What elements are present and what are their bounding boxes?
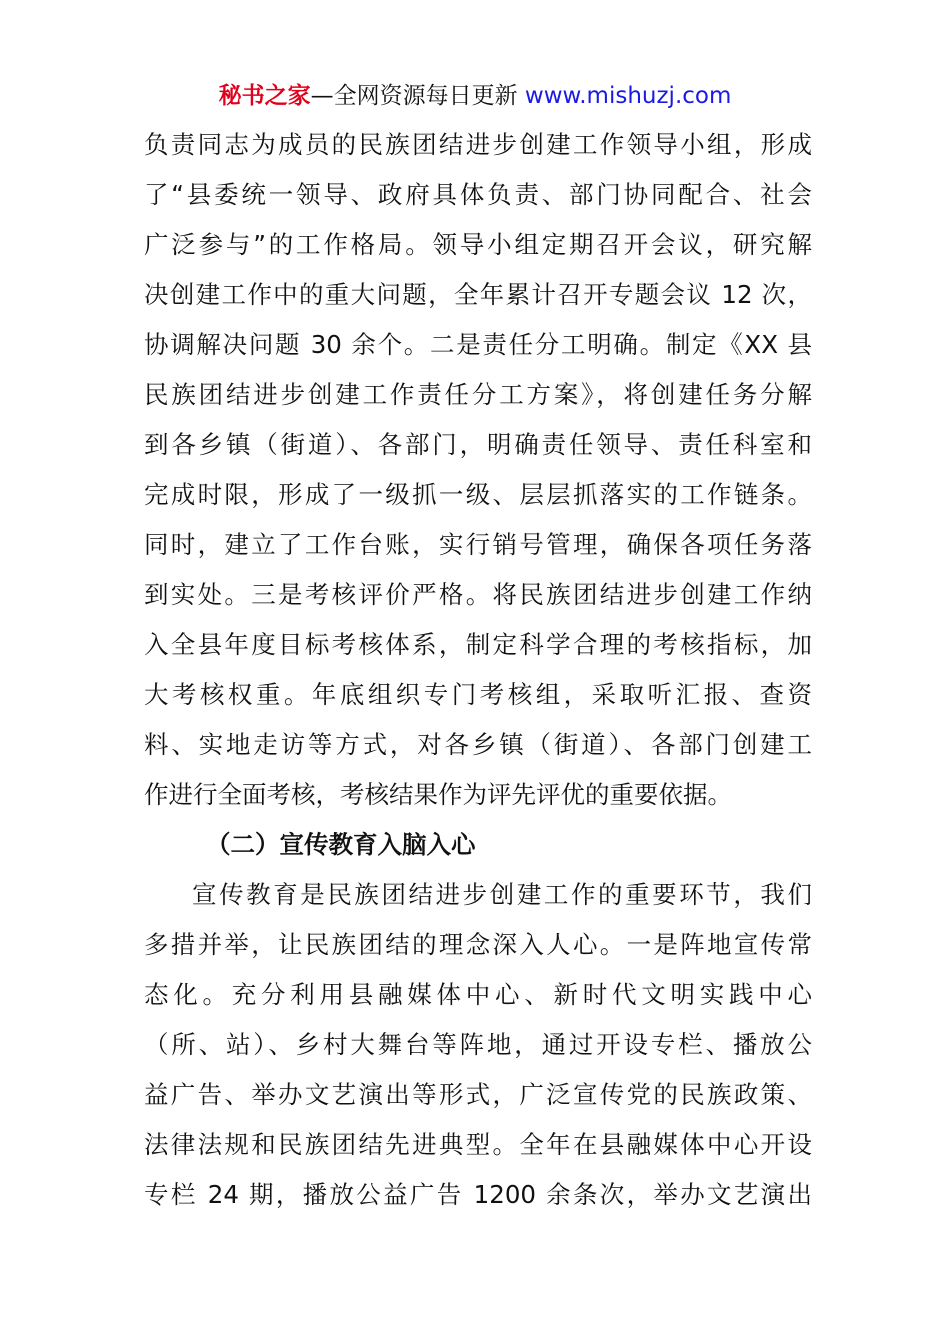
section-heading: （二）宣传教育入脑入心 [206, 830, 476, 859]
site-tagline: —全网资源每日更新 [310, 83, 518, 109]
text-line: 态化。充分利用县融媒体中心、新时代文明实践中心 [144, 980, 812, 1009]
text-line: 法律法规和民族团结先进典型。全年在县融媒体中心开设 [144, 1130, 812, 1159]
paragraph-first-line: 宣传教育是民族团结进步创建工作的重要环节，我们 [192, 880, 812, 909]
text-line: 专栏 24 期，播放公益广告 1200 余条次，举办文艺演出 [144, 1180, 812, 1209]
text-line: 入全县年度目标考核体系，制定科学合理的考核指标，加 [144, 630, 812, 659]
page-header [0, 80, 950, 112]
text-line: （所、站）、乡村大舞台等阵地，通过开设专栏、播放公 [144, 1030, 812, 1059]
text-line: 决创建工作中的重大问题，全年累计召开专题会议 12 次， [144, 280, 812, 309]
text-line: 到实处。三是考核评价严格。将民族团结进步创建工作纳 [144, 580, 812, 609]
text-line: 大考核权重。年底组织专门考核组，采取听汇报、查资 [144, 680, 812, 709]
document-body [144, 120, 812, 1220]
text-line: 多措并举，让民族团结的理念深入人心。一是阵地宣传常 [144, 930, 812, 959]
text-line: 民族团结进步创建工作责任分工方案》，将创建任务分解 [144, 380, 812, 409]
text-line: 完成时限，形成了一级抓一级、层层抓落实的工作链条。 [144, 480, 812, 509]
site-brand: 秘书之家 [218, 83, 311, 109]
text-line: 广泛参与”的工作格局。领导小组定期召开会议，研究解 [144, 230, 812, 259]
text-line: 负责同志为成员的民族团结进步创建工作领导小组，形成 [144, 130, 812, 159]
text-line: 协调解决问题 30 余个。二是责任分工明确。制定《XX 县 [144, 330, 812, 359]
site-url-link[interactable]: www.mishuzj.com [524, 83, 732, 109]
text-line: 料、实地走访等方式，对各乡镇（街道）、各部门创建工 [144, 730, 812, 759]
text-line: 了“县委统一领导、政府具体负责、部门协同配合、社会 [144, 180, 812, 209]
text-line: 益广告、举办文艺演出等形式，广泛宣传党的民族政策、 [144, 1080, 812, 1109]
text-line: 到各乡镇（街道）、各部门，明确责任领导、责任科室和 [144, 430, 812, 459]
text-line: 作进行全面考核，考核结果作为评先评优的重要依据。 [144, 780, 732, 809]
text-line: 同时，建立了工作台账，实行销号管理，确保各项任务落 [144, 530, 812, 559]
